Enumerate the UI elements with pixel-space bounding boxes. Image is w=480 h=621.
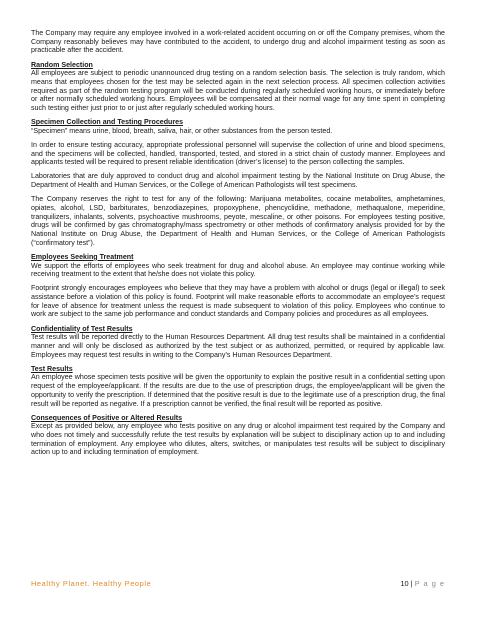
page-number: 10 (400, 579, 409, 588)
paragraph: In order to ensure testing accuracy, appropriate professional personnel will supervise the collection of urine and blood specimens, and the specimens will be collected, handled, transported, tested, and stored in a strict chain of custody manner. Employees and applicants tested will be required to present reliable identification (driver’s license) to the person collecting the samples. (31, 140, 445, 167)
section-heading-test-results: Test Results (31, 364, 73, 373)
paragraph: Test results will be reported directly to the Human Resources Department. All drug test results shall be maintained in a confidential manner and will only be disclosed as authorized by the test subject or as authorized, permitted, or required by applicable law. Employees may request test results in writing to the Company’s Human Resources Department. (31, 333, 445, 359)
paragraph: All employees are subject to periodic unannounced drug testing on a random selection basis. The selection is truly random, which means that employees chosen for the test may be selected again in the next selection process. All specimen collection activities required as part of the random testing program will be conducted during regularly scheduled working hours, or immediately before or after normally scheduled working hours. Employees will be compensated at their normal wage for any time spent in completing such testing either just prior to or just after regularly scheduled working hours. (31, 69, 445, 113)
paragraph: Footprint strongly encourages employees who believe that they may have a problem with alcohol or drugs (legal or illegal) to seek assistance before a violation of this policy is found. Footprint will make reasonable efforts to accommodate an employee’s request for leave of absence for treatment unless the request is made subsequent to violation of this policy. Employees who continue to work are subject to the same job performance and conduct standards and Company policies and procedures as all employees. (31, 284, 445, 319)
paragraph: The Company reserves the right to test for any of the following: Marijuana metabolites, cocaine metabolites, amphetamines, opiates, alcohol, LSD, barbiturates, benzodiazepines, propoxyphene, phencyclidine, methadone, methaqualone, meperidine, tranquilizers, inhalants, solvents, psychoactive mushrooms, peyote, mescaline, or other poisons. For employees testing positive, drugs will be confirmed by gas chromatography/mass spectrometry or other methods of confirmatory analysis provided for by the National Institute on Drug Abuse, the Department of Health and Human Services, or the College of American Pathologists (“confirmatory test”). (31, 195, 445, 247)
footer-tagline: Healthy Planet. Healthy People (31, 579, 152, 588)
intro-paragraph: The Company may require any employee involved in a work-related accident occurring on or off the Company premises, whom the Company reasonably believes may have contributed to the accident, to undergo drug and alcohol impairment testing as soon as practicable after the accident. (31, 29, 445, 55)
section-heading-employees-seeking-treatment: Employees Seeking Treatment (31, 252, 134, 261)
page-number-block (400, 579, 445, 588)
section-heading-specimen-collection: Specimen Collection and Testing Procedures (31, 118, 184, 127)
paragraph: “Specimen” means urine, blood, breath, saliva, hair, or other substances from the person tested. (31, 126, 333, 135)
paragraph: Except as provided below, any employee who tests positive on any drug or alcohol impairment test required by the Company and who does not timely and successfully refute the test results by explanation will be subject to disciplinary action up to and including termination of employment. Any employee who dilutes, alters, switches, or manipulates test results will be subject to disciplinary action up to and including termination of employment. (31, 422, 445, 457)
paragraph: Laboratories that are duly approved to conduct drug and alcohol impairment testing by the National Institute on Drug Abuse, the Department of Health and Human Services, or the College of American Pathologists will test specimens. (31, 172, 445, 190)
paragraph: An employee whose specimen tests positive will be given the opportunity to explain the positive result in a confidential setting upon request of the employee/applicant. If the results are due to the use of prescription drugs, the employee/applicant will be given the opportunity to verify the prescription. If determined that the positive result is due to the legitimate use of a prescription drug, the final result will be reported as negative. If a prescription cannot be verified, the final result will be reported as positive. (31, 373, 445, 408)
section-heading-confidentiality: Confidentiality of Test Results (31, 324, 133, 333)
paragraph: We support the efforts of employees who seek treatment for drug and alcohol abuse. An employee may continue working while receiving treatment to the extent that he/she does not violate this policy. (31, 261, 445, 279)
section-heading-consequences: Consequences of Positive or Altered Results (31, 413, 183, 422)
page-separator: | (408, 579, 415, 588)
page-label: P a g e (414, 579, 445, 588)
document-body (31, 29, 445, 463)
section-heading-random-selection: Random Selection (31, 60, 93, 69)
page-footer (31, 579, 445, 588)
